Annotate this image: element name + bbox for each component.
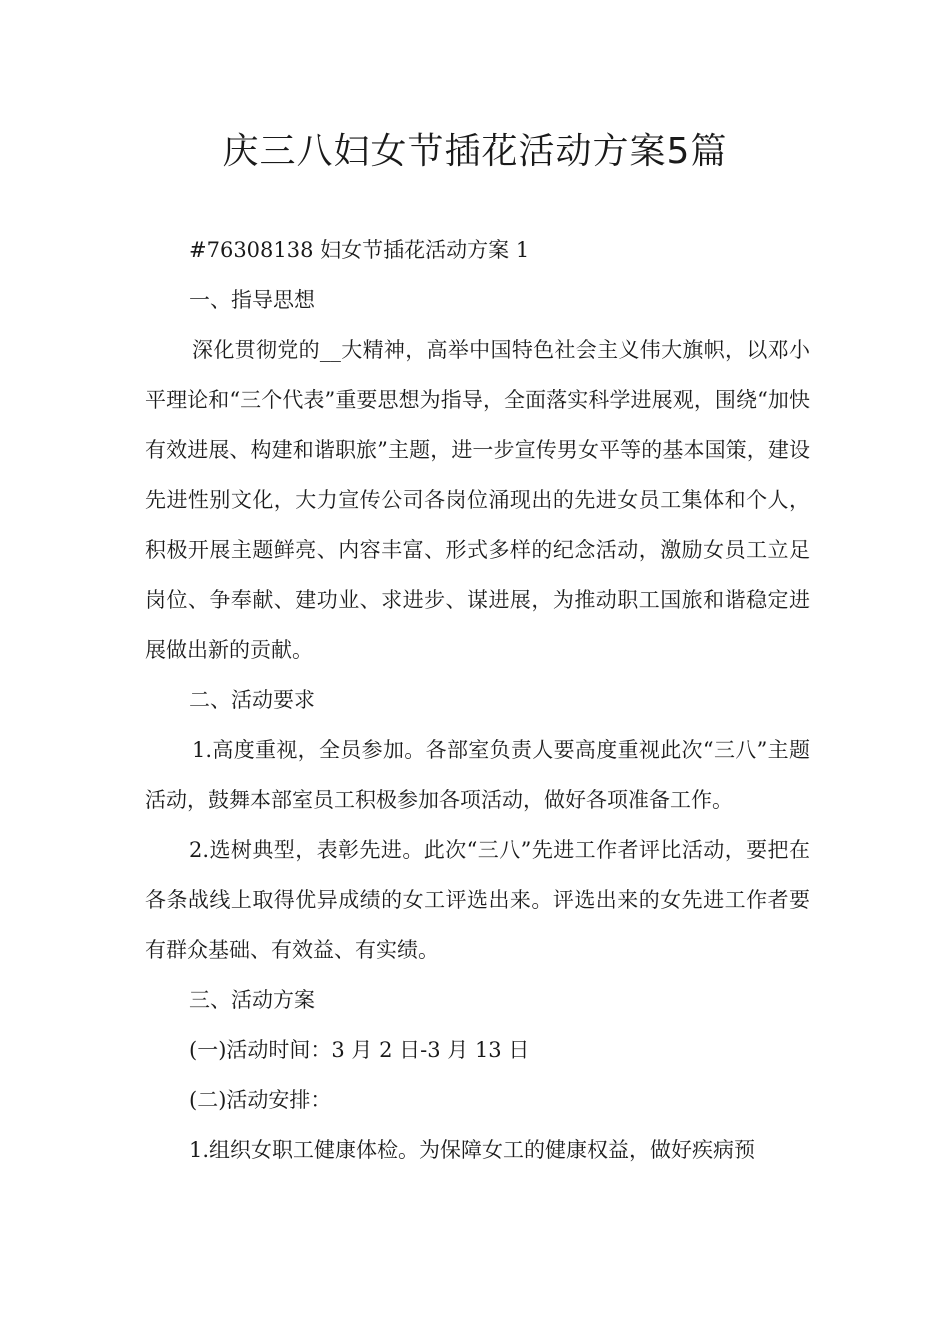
heading-activity-plan: 三、活动方案: [189, 988, 315, 1012]
heading-guiding-ideology: 一、指导思想: [189, 288, 315, 312]
paragraph-requirement-1: 1.高度重视，全员参加。各部室负责人要高度重视此次“三八”主题活动，鼓舞本部室员工积极参加各项活动，做好各项准备工作。: [145, 738, 810, 812]
paragraph-guiding-ideology: 深化贯彻党的__大精神，高举中国特色社会主义伟大旗帜，以邓小平理论和“三个代表”重要思想为指导，全面落实科学进展观，围绕“加快有效进展、构建和谐职旅”主题，进一步宣传男女平等的基本国策，建设先进性别文化，大力宣传公司各岗位涌现出的先进女员工集体和个人，积极开展主题鲜亮、内容丰富、形式多样的纪念活动，激励女员工立足岗位、争奉献、建功业、求进步、谋进展，为推动职工国旅和谐稳定进展做出新的贡献。: [145, 338, 810, 662]
heading-activity-requirements: 二、活动要求: [189, 688, 315, 712]
paragraph-requirement-2: 2.选树典型，表彰先进。此次“三八”先进工作者评比活动，要把在各条战线上取得优异成绩的女工评选出来。评选出来的女先进工作者要有群众基础、有效益、有实绩。: [145, 838, 810, 962]
paragraph-arrangement-1: 1.组织女职工健康体检。为保障女工的健康权益，做好疾病预: [189, 1138, 756, 1162]
section-heading-plan-1: #76308138 妇女节插花活动方案 1: [189, 238, 530, 262]
paragraph-activity-time: (一)活动时间：3 月 2 日-3 月 13 日: [189, 1038, 530, 1062]
document-title: 庆三八妇女节插花活动方案5篇: [222, 131, 728, 172]
paragraph-activity-arrangement: (二)活动安排：: [189, 1088, 332, 1112]
document-body: [145, 225, 810, 1175]
